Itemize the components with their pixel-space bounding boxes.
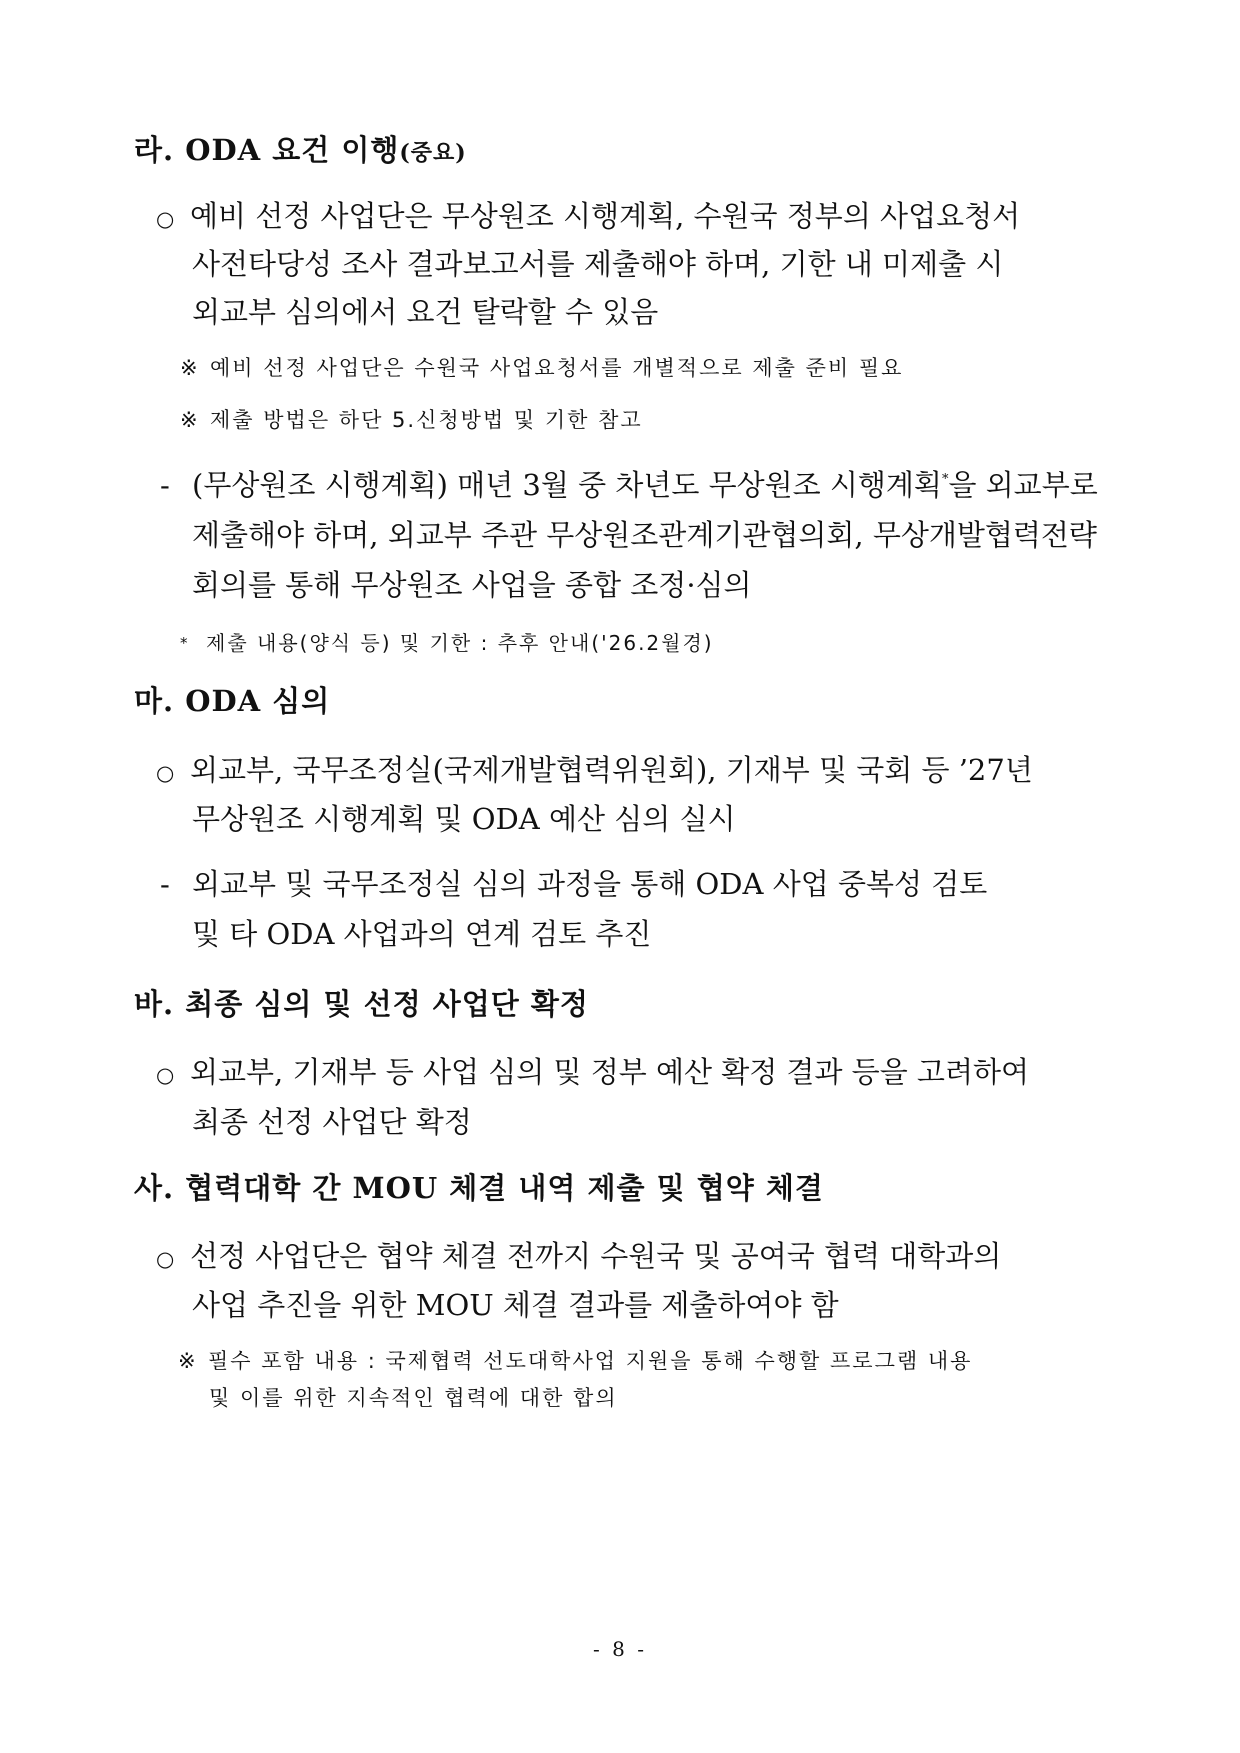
asterisk-mark: * (180, 634, 190, 652)
circle-bullet-icon: ○ (156, 1247, 175, 1271)
reference-mark-icon: ※ (180, 356, 200, 380)
footnote-ra-text: 제출 내용(양식 등) 및 기한 : 추후 안내('26.2월경) (206, 631, 714, 655)
section-heading-sa: 사. 협력대학 간 MOU 체결 내역 제출 및 협약 체결 (134, 1171, 824, 1205)
note-sa-line2: 및 이를 위한 지속적인 협력에 대한 합의 (209, 1386, 618, 1410)
reference-mark-icon: ※ (178, 1349, 198, 1373)
dash-ra-1 (160, 463, 1098, 504)
bullet-ra-line3: 외교부 심의에서 요건 탈락할 수 있음 (192, 295, 659, 329)
bullet-ma-line2: 무상원조 시행계획 및 ODA 예산 심의 실시 (192, 802, 736, 836)
bullet-ba-line1: 외교부, 기재부 등 사업 심의 및 정부 예산 확정 결과 등을 고려하여 (190, 1055, 1029, 1089)
bullet-sa-line2: 사업 추진을 위한 MOU 체결 결과를 제출하여야 함 (192, 1288, 839, 1322)
dash-ma-1 (160, 862, 987, 903)
bullet-ma-line1: 외교부, 국무조정실(국제개발협력위원회), 기재부 및 국회 등 ’27년 (190, 753, 1033, 787)
dash-mark: - (160, 867, 170, 901)
circle-bullet-icon: ○ (156, 1063, 175, 1087)
circle-bullet-icon: ○ (156, 207, 175, 231)
note-sa-line1: 필수 포함 내용 : 국제협력 선도대학사업 지원을 통해 수행할 프로그램 내용 (208, 1349, 973, 1373)
dash-ra-line1b: 을 외교부로 (948, 468, 1098, 502)
page-number: - 8 - (593, 1637, 647, 1661)
dash-ra-line1a: (무상원조 시행계획) 매년 3월 중 차년도 무상원조 시행계획 (192, 468, 942, 502)
note-ra-2 (180, 404, 643, 434)
circle-bullet-icon: ○ (156, 761, 175, 785)
dash-ma-line2: 및 타 ODA 사업과의 연계 검토 추진 (192, 917, 652, 951)
bullet-sa-1 (156, 1234, 1001, 1275)
dash-ma-line1: 외교부 및 국무조정실 심의 과정을 통해 ODA 사업 중복성 검토 (192, 867, 988, 901)
reference-mark-icon: ※ (180, 408, 200, 432)
dash-mark: - (160, 468, 170, 502)
note-ra-2-text: 제출 방법은 하단 5.신청방법 및 기한 참고 (210, 408, 643, 432)
bullet-ra-line2: 사전타당성 조사 결과보고서를 제출해야 하며, 기한 내 미제출 시 (192, 247, 1004, 281)
note-sa-1 (178, 1345, 972, 1375)
section-heading-ra-tag: (중요) (399, 140, 467, 166)
dash-ra-line3: 회의를 통해 무상원조 사업을 종합 조정·심의 (192, 568, 752, 602)
bullet-ra-line1: 예비 선정 사업단은 무상원조 시행계획, 수원국 정부의 사업요청서 (190, 199, 1021, 233)
bullet-ma-1 (156, 748, 1033, 789)
bullet-sa-line1: 선정 사업단은 협약 체결 전까지 수원국 및 공여국 협력 대학과의 (190, 1239, 1002, 1273)
footnote-marker: * (941, 472, 949, 487)
section-heading-ma: 마. ODA 심의 (134, 684, 331, 718)
note-ra-1 (180, 352, 903, 382)
note-ra-1-text: 예비 선정 사업단은 수원국 사업요청서를 개별적으로 제출 준비 필요 (210, 356, 904, 380)
dash-ra-line2: 제출해야 하며, 외교부 주관 무상원조관계기관협의회, 무상개발협력전략 (192, 518, 1097, 552)
footnote-ra (180, 627, 714, 656)
section-heading-ra (134, 128, 467, 169)
bullet-ra-1 (156, 194, 1020, 235)
bullet-ba-line2: 최종 선정 사업단 확정 (192, 1105, 472, 1139)
section-heading-ra-text: 라. ODA 요건 이행 (134, 133, 400, 167)
bullet-ba-1 (156, 1050, 1029, 1091)
section-heading-ba: 바. 최종 심의 및 선정 사업단 확정 (134, 987, 589, 1021)
